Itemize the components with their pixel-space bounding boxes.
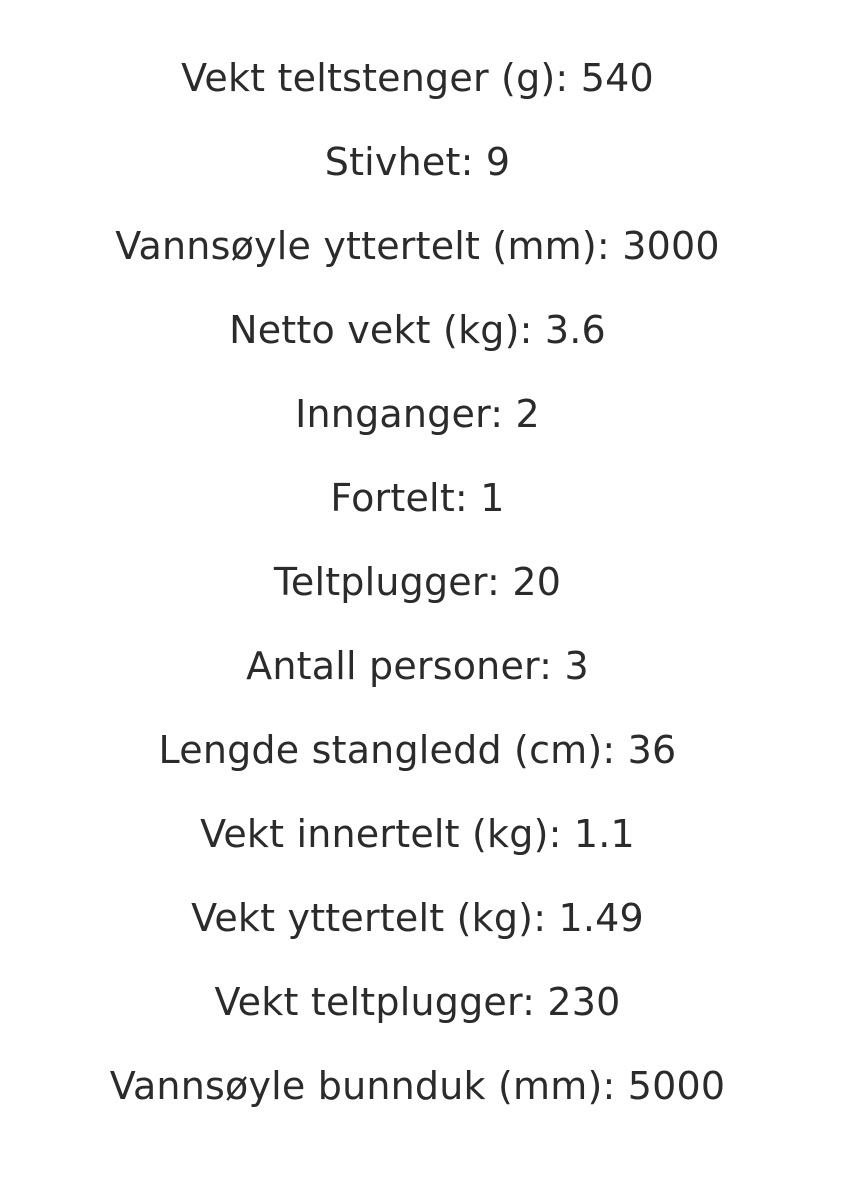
spec-tent-pegs: Teltplugger: 20 (273, 560, 562, 604)
spec-net-weight: Netto vekt (kg): 3.6 (229, 308, 606, 352)
spec-flysheet-water-column: Vannsøyle yttertelt (mm): 3000 (115, 224, 720, 268)
spec-pole-segment-length: Lengde stangledd (cm): 36 (158, 728, 677, 772)
spec-entrances: Innganger: 2 (295, 392, 540, 436)
spec-stiffness: Stivhet: 9 (324, 140, 511, 184)
spec-vestibule: Fortelt: 1 (330, 476, 505, 520)
spec-inner-tent-weight: Vekt innertelt (kg): 1.1 (200, 812, 635, 856)
spec-flysheet-weight: Vekt yttertelt (kg): 1.49 (191, 896, 644, 940)
spec-list (0, 36, 835, 1128)
spec-persons: Antall personer: 3 (246, 644, 589, 688)
spec-pole-weight: Vekt teltstenger (g): 540 (181, 56, 654, 100)
spec-peg-weight: Vekt teltplugger: 230 (214, 980, 621, 1024)
spec-groundsheet-water-column: Vannsøyle bunnduk (mm): 5000 (109, 1064, 726, 1108)
